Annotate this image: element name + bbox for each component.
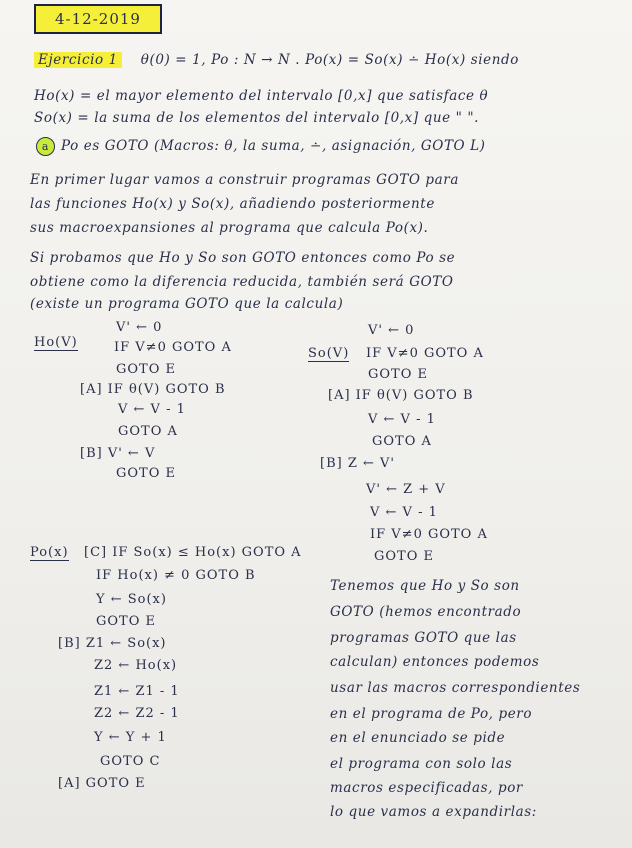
paragraph-line: obtiene como la diferencia reducida, también será GOTO — [30, 274, 454, 290]
item-a-heading — [36, 137, 486, 156]
note-line: calculan) entonces podemos — [330, 654, 540, 670]
code-line: Y ← So(x) — [96, 592, 167, 607]
code-line: [B] V' ← V — [80, 446, 156, 461]
code-line: Y ← Y + 1 — [94, 730, 167, 745]
paragraph-line: En primer lugar vamos a construir programas GOTO para — [30, 172, 459, 188]
code-line: GOTO A — [118, 424, 178, 439]
note-line: programas GOTO que las — [330, 630, 517, 646]
code-line: [B] Z1 ← So(x) — [58, 636, 167, 651]
code-line: IF V≠0 GOTO A — [114, 340, 232, 355]
code-line: V ← V - 1 — [368, 412, 436, 427]
po-program-name: Po(x) — [30, 545, 69, 560]
code-line: GOTO E — [368, 367, 428, 382]
paragraph-line: Si probamos que Ho y So son GOTO entonces como Po se — [30, 250, 456, 266]
code-line: [A] GOTO E — [58, 776, 146, 791]
definition-ho: Ho(x) = el mayor elemento del intervalo [0,x] que satisface θ — [34, 88, 489, 104]
code-line: V ← V - 1 — [118, 402, 186, 417]
paragraph-line: las funciones Ho(x) y So(x), añadiendo posteriormente — [30, 196, 435, 212]
note-line: usar las macros correspondientes — [330, 680, 581, 696]
code-line: GOTO E — [116, 362, 176, 377]
code-line: GOTO A — [372, 434, 432, 449]
code-line: [A] IF θ(V) GOTO B — [328, 388, 474, 403]
paragraph-line: (existe un programa GOTO que la calcula) — [30, 296, 344, 312]
code-line: GOTO C — [100, 754, 161, 769]
code-line: V' ← 0 — [368, 323, 415, 338]
definition-so: So(x) = la suma de los elementos del intervalo [0,x] que " ". — [34, 110, 480, 126]
item-marker: a — [36, 137, 55, 156]
note-line: macros especificadas, por — [330, 780, 523, 796]
code-line: V ← V - 1 — [370, 505, 438, 520]
date-box: 4-12-2019 — [34, 4, 162, 34]
code-line: IF Ho(x) ≠ 0 GOTO B — [96, 568, 256, 583]
item-a-text: Po es GOTO (Macros: θ, la suma, ∸, asignación, GOTO L) — [61, 138, 486, 154]
so-program-name: So(V) — [308, 346, 350, 361]
code-line: Z2 ← Z2 - 1 — [94, 706, 180, 721]
exercise-statement: θ(0) = 1, Po : N → N . Po(x) = So(x) ∸ Ho(x) siendo — [140, 52, 520, 68]
note-line: en el programa de Po, pero — [330, 706, 533, 722]
code-line: [C] IF So(x) ≤ Ho(x) GOTO A — [84, 545, 302, 560]
paragraph-line: sus macroexpansiones al programa que calcula Po(x). — [30, 220, 429, 236]
code-line: IF V≠0 GOTO A — [366, 346, 484, 361]
exercise-heading — [34, 52, 519, 68]
code-line: V' ← Z + V — [366, 482, 446, 497]
exercise-label: Ejercicio 1 — [34, 52, 122, 68]
code-line: GOTO E — [374, 549, 434, 564]
code-line: [A] IF θ(V) GOTO B — [80, 382, 226, 397]
code-line: Z1 ← Z1 - 1 — [94, 684, 180, 699]
note-line: Tenemos que Ho y So son — [330, 578, 520, 594]
code-line: [B] Z ← V' — [320, 456, 395, 471]
note-line: GOTO (hemos encontrado — [330, 604, 522, 620]
code-line: IF V≠0 GOTO A — [370, 527, 488, 542]
code-line: GOTO E — [96, 614, 156, 629]
note-line: lo que vamos a expandirlas: — [330, 804, 537, 820]
note-line: el programa con solo las — [330, 756, 513, 772]
code-line: GOTO E — [116, 466, 176, 481]
code-line: V' ← 0 — [116, 320, 163, 335]
code-line: Z2 ← Ho(x) — [94, 658, 178, 673]
ho-program-name: Ho(V) — [34, 335, 78, 350]
note-line: en el enunciado se pide — [330, 730, 506, 746]
